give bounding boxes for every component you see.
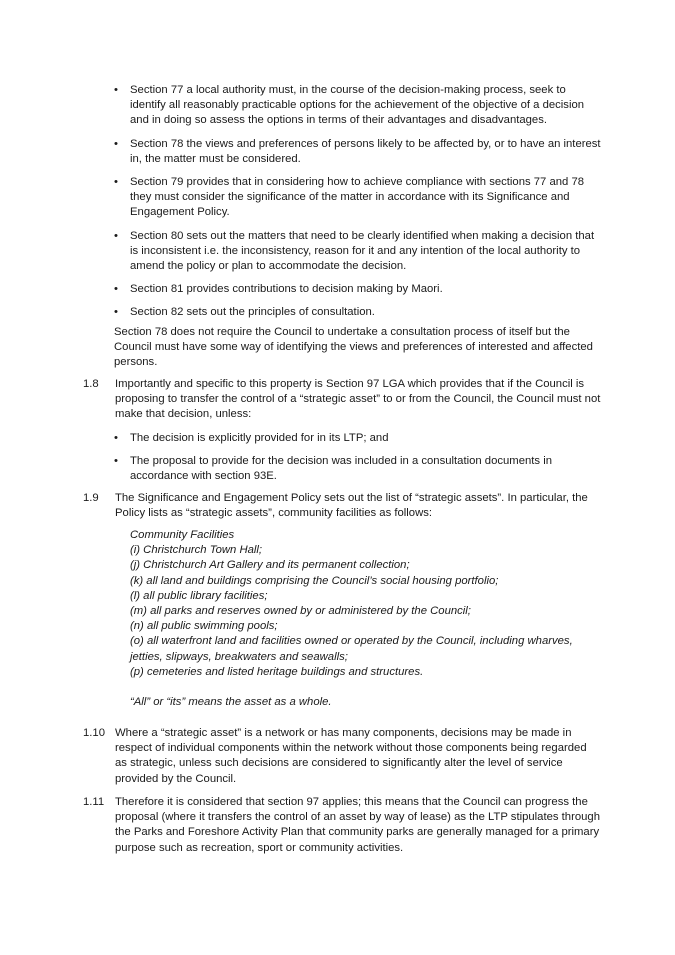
bullet-icon: • <box>114 176 118 189</box>
strategic-assets-quote <box>130 528 600 710</box>
list-item-text: Section 78 the views and preferences of persons likely to be affected by, or to have an interest in, the matter must be considered. <box>130 137 601 165</box>
section-97-conditions-list <box>114 431 602 493</box>
bullet-icon: • <box>114 84 118 96</box>
paragraph-number: 1.8 <box>83 378 99 390</box>
paragraph-number: 1.11 <box>83 796 105 808</box>
paragraph-text: Importantly and specific to this property is Section 97 LGA which provides that if the Council is proposing to transfer the control of a “strategic asset” to or from the Council, the Council must not make that decision, unless: <box>115 378 601 421</box>
quote-line: (i) Christchurch Town Hall; <box>130 544 263 557</box>
bullet-icon: • <box>114 137 118 150</box>
paragraph-number: 1.9 <box>83 492 99 504</box>
list-item <box>114 83 602 129</box>
quote-line: (n) all public swimming pools; <box>130 620 278 633</box>
quote-line: (m) all parks and reserves owned by or administered by the Council; <box>130 605 471 618</box>
paragraph-text: The Significance and Engagement Policy sets out the list of “strategic assets”. In particular, the Policy lists as “strategic assets”, community facilities as follows: <box>115 492 588 520</box>
paragraph-number: 1.10 <box>83 727 105 739</box>
bullet-icon: • <box>114 229 118 242</box>
quote-line: (o) all waterfront land and facilities owned or operated by the Council, including wharves, jetties, slipways, breakwaters and seawalls; <box>130 635 573 663</box>
section-78-paragraph: Section 78 does not require the Council to undertake a consultation process of itself but the Council must have some way of identifying the views and preferences of interested and affected persons. <box>114 326 593 369</box>
list-item-text: Section 81 provides contributions to decision making by Maori. <box>130 283 443 296</box>
list-item-text: The decision is explicitly provided for in its LTP; and <box>130 432 389 444</box>
list-item <box>114 175 602 221</box>
list-item <box>114 282 602 297</box>
list-item-text: The proposal to provide for the decision was included in a consultation documents in accordance with section 93E. <box>130 455 553 483</box>
section-bullet-list <box>114 83 602 329</box>
quote-line: Community Facilities <box>130 529 235 541</box>
quote-line: (j) Christchurch Art Gallery and its permanent collection; <box>130 559 410 572</box>
bullet-icon: • <box>114 432 118 444</box>
list-item-text: Section 80 sets out the matters that need to be clearly identified when making a decision that is inconsistent i.e. the inconsistency, reason for it and any intention of the local authority to amend the policy or plan to accommodate the decision. <box>130 229 595 273</box>
list-item <box>114 305 602 320</box>
bullet-icon: • <box>114 455 118 468</box>
quote-note: “All” or “its” means the asset as a whole. <box>130 696 332 709</box>
list-item-text: Section 79 provides that in considering how to achieve compliance with sections 77 and 78 they must consider the significance of the matter in accordance with its Significance and Engagement Policy. <box>130 176 585 219</box>
list-item <box>114 137 602 167</box>
list-item <box>114 431 602 446</box>
paragraph-text: Where a “strategic asset” is a network or has many components, decisions may be made in respect of individual components within the network without those components being regarded as strategic, unless such decisions are considered to significantly alter the level of service provided by the Council. <box>115 727 587 785</box>
quote-line: (p) cemeteries and listed heritage buildings and structures. <box>130 665 424 678</box>
list-item <box>114 454 602 484</box>
list-item <box>114 229 602 275</box>
paragraph-text: Therefore it is considered that section 97 applies; this means that the Council can progress the proposal (where it transfers the control of an asset by way of lease) as the LTP stipulates through the Parks and Foreshore Activity Plan that community parks are generally managed for a primary purpose such as recreation, sport or community activities. <box>115 796 600 854</box>
bullet-icon: • <box>114 283 118 296</box>
quote-line: (l) all public library facilities; <box>130 589 268 602</box>
list-item-text: Section 82 sets out the principles of consultation. <box>130 306 375 319</box>
bullet-icon: • <box>114 306 118 319</box>
quote-line: (k) all land and buildings comprising the Council’s social housing portfolio; <box>130 574 499 587</box>
list-item-text: Section 77 a local authority must, in the course of the decision-making process, seek to identify all reasonably practicable options for the achievement of the objective of a decision and in doing so assess the options in terms of their advantages and disadvantages. <box>130 84 585 127</box>
